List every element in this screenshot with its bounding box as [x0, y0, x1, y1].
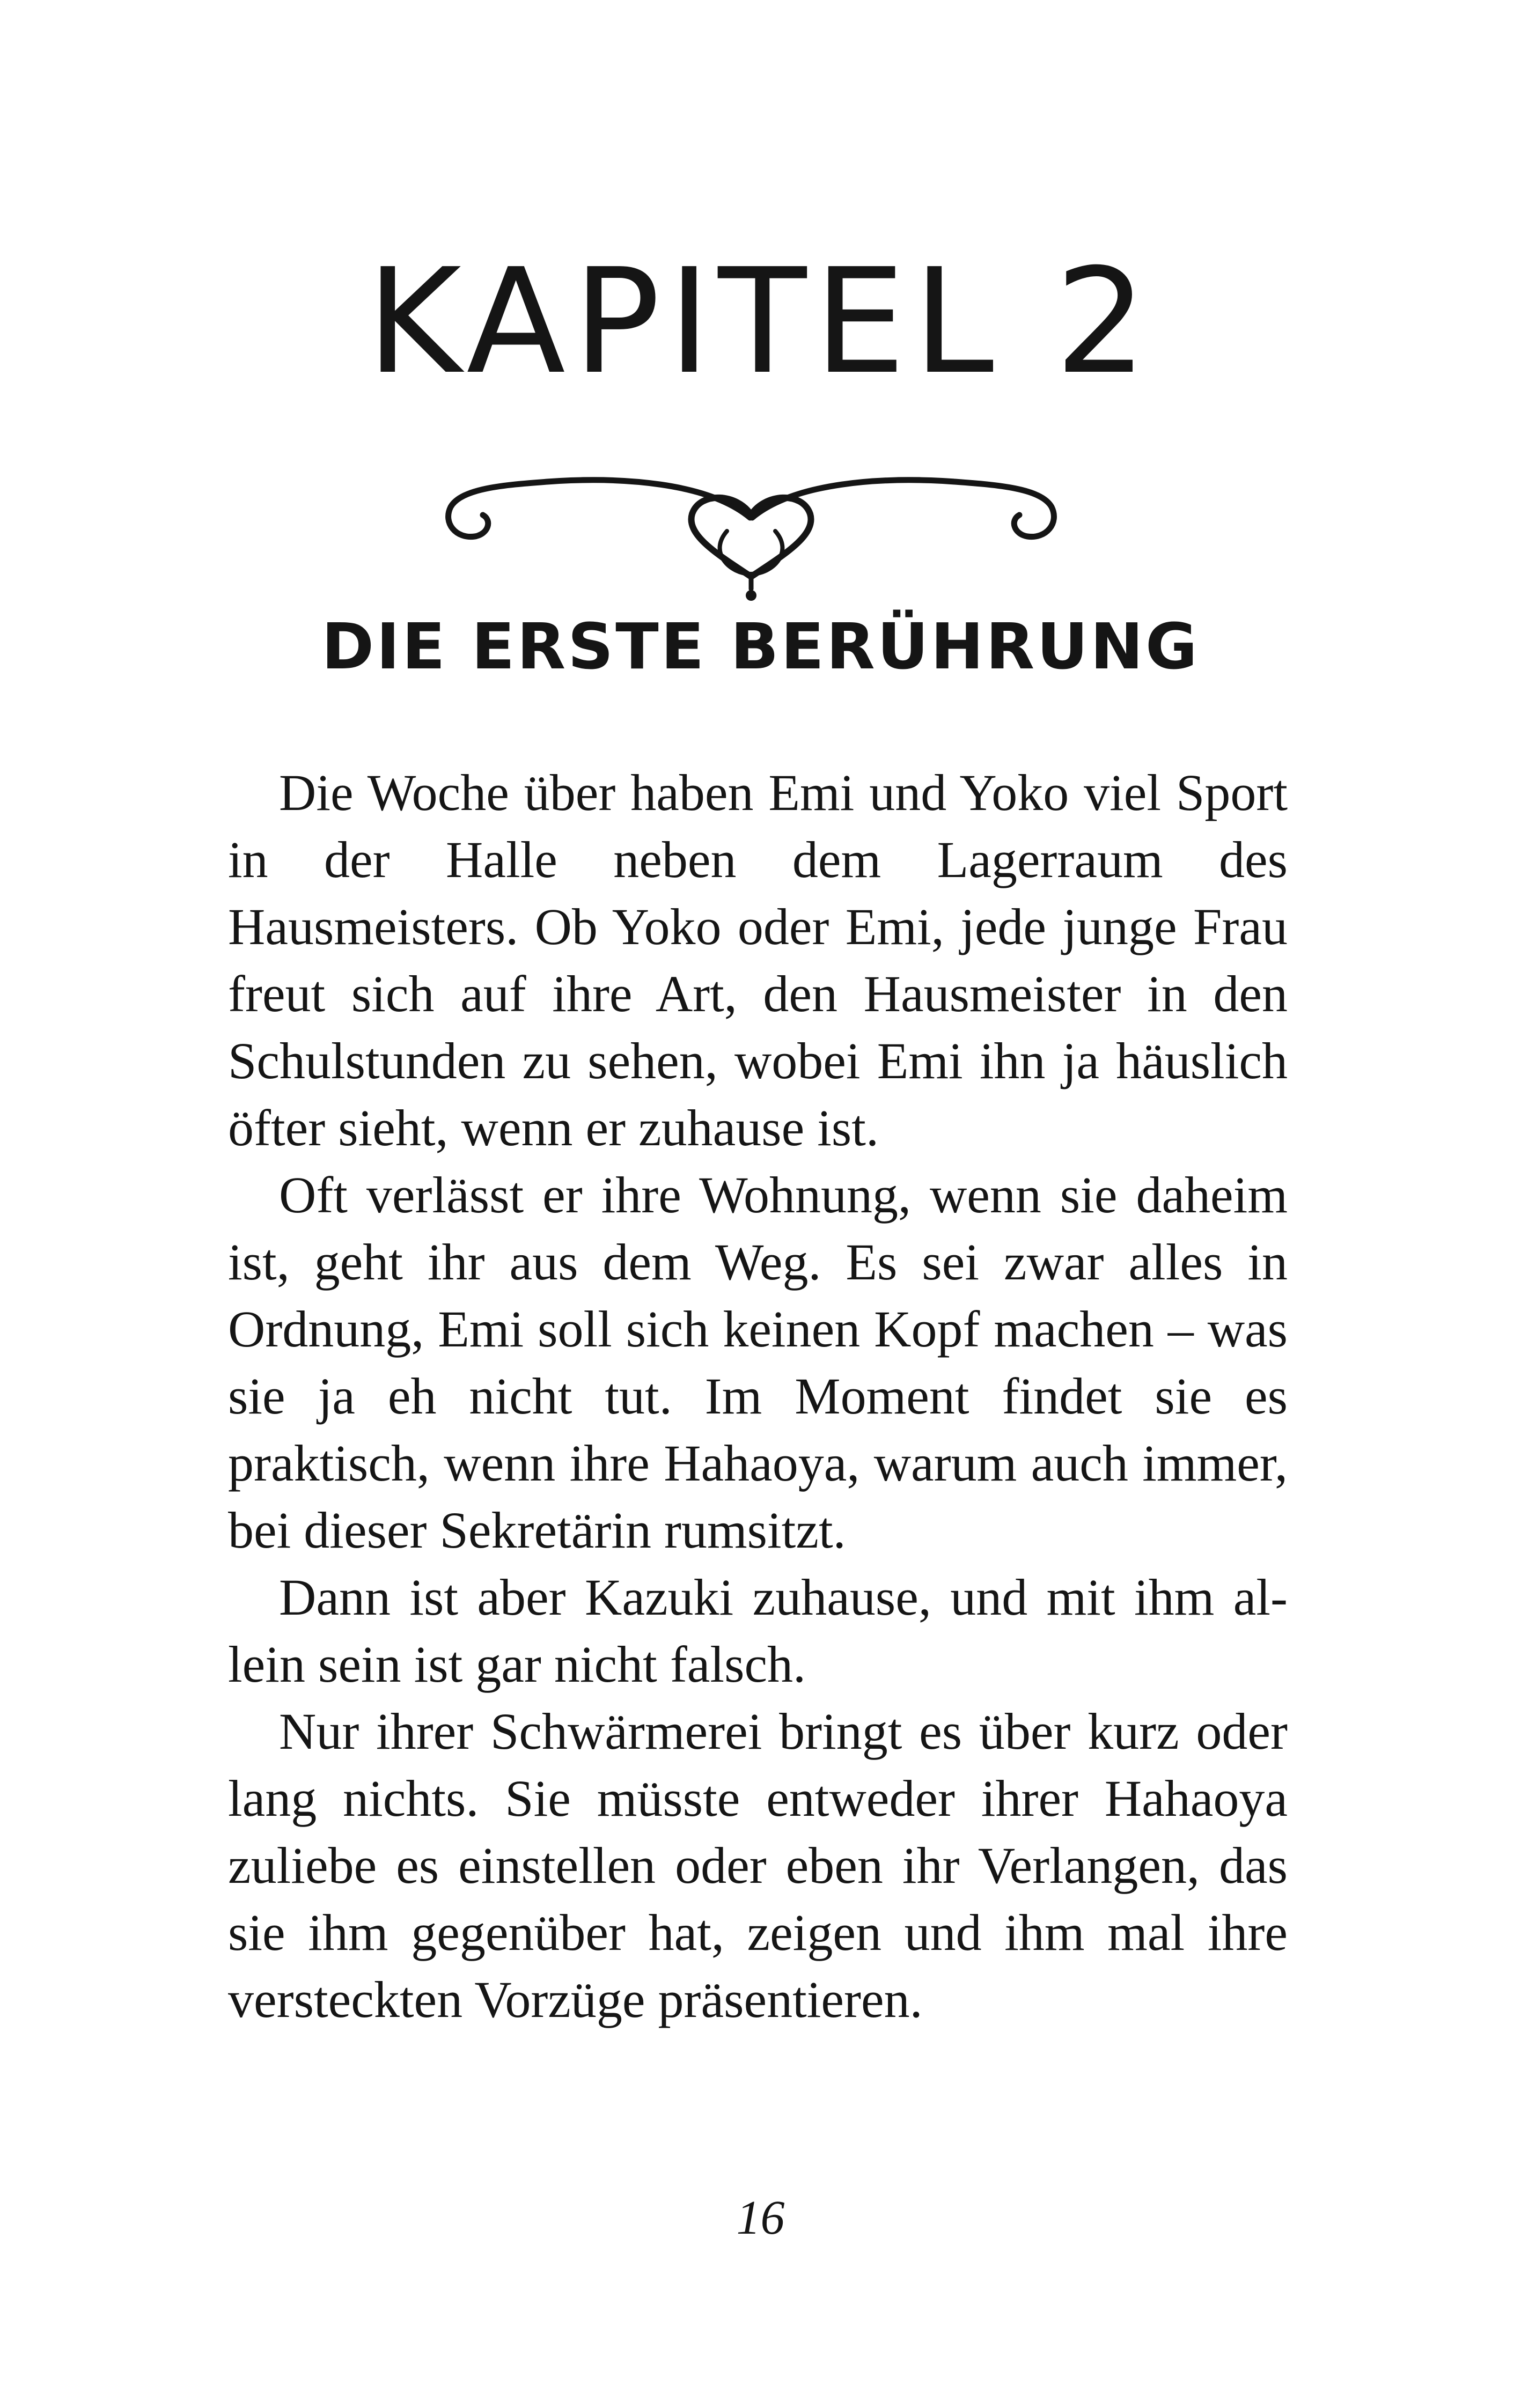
chapter-subtitle: DIE ERSTE BERÜHRUNG	[321, 609, 1200, 683]
chapter-title: KAPITEL 2	[366, 237, 1155, 406]
paragraph: Oft verlässt er ihre Wohnung, wenn sie daheim ist, geht ihr aus dem Weg. Es sei zwar alles in Ordnung, Emi soll sich keinen Kopf machen – was sie ja eh nicht tut. Im Moment findet sie es praktisch, wenn ihre Hahaoya, warum auch immer, bei dieser Sekretärin rumsitzt.	[228, 1166, 1288, 1559]
paragraph: Dann ist aber Kazuki zuhause, und mit ihm allein sein ist gar nicht falsch.	[228, 1568, 1288, 1693]
paragraph: Die Woche über haben Emi und Yoko viel Sport in der Halle neben dem Lagerraum des Hausmeisters. Ob Yoko oder Emi, jede junge Frau freut sich auf ihre Art, den Hausmeister in den Schulstunden zu sehen, wobei Emi ihn ja häuslich öfter sieht, wenn er zuhause ist.	[228, 764, 1288, 1157]
heart-flourish-divider-icon	[429, 451, 1073, 601]
paragraph: Nur ihrer Schwärmerei bringt es über kurz oder lang nichts. Sie müsste entweder ihrer Hahaoya zuliebe es einstellen oder eben ihr Verlangen, das sie ihm gegenüber hat, zeigen und ihm mal ihre versteckten Vorzüge präsentieren.	[228, 1703, 1288, 2028]
page-number: 16	[736, 2191, 785, 2244]
body-text	[228, 759, 1288, 2033]
